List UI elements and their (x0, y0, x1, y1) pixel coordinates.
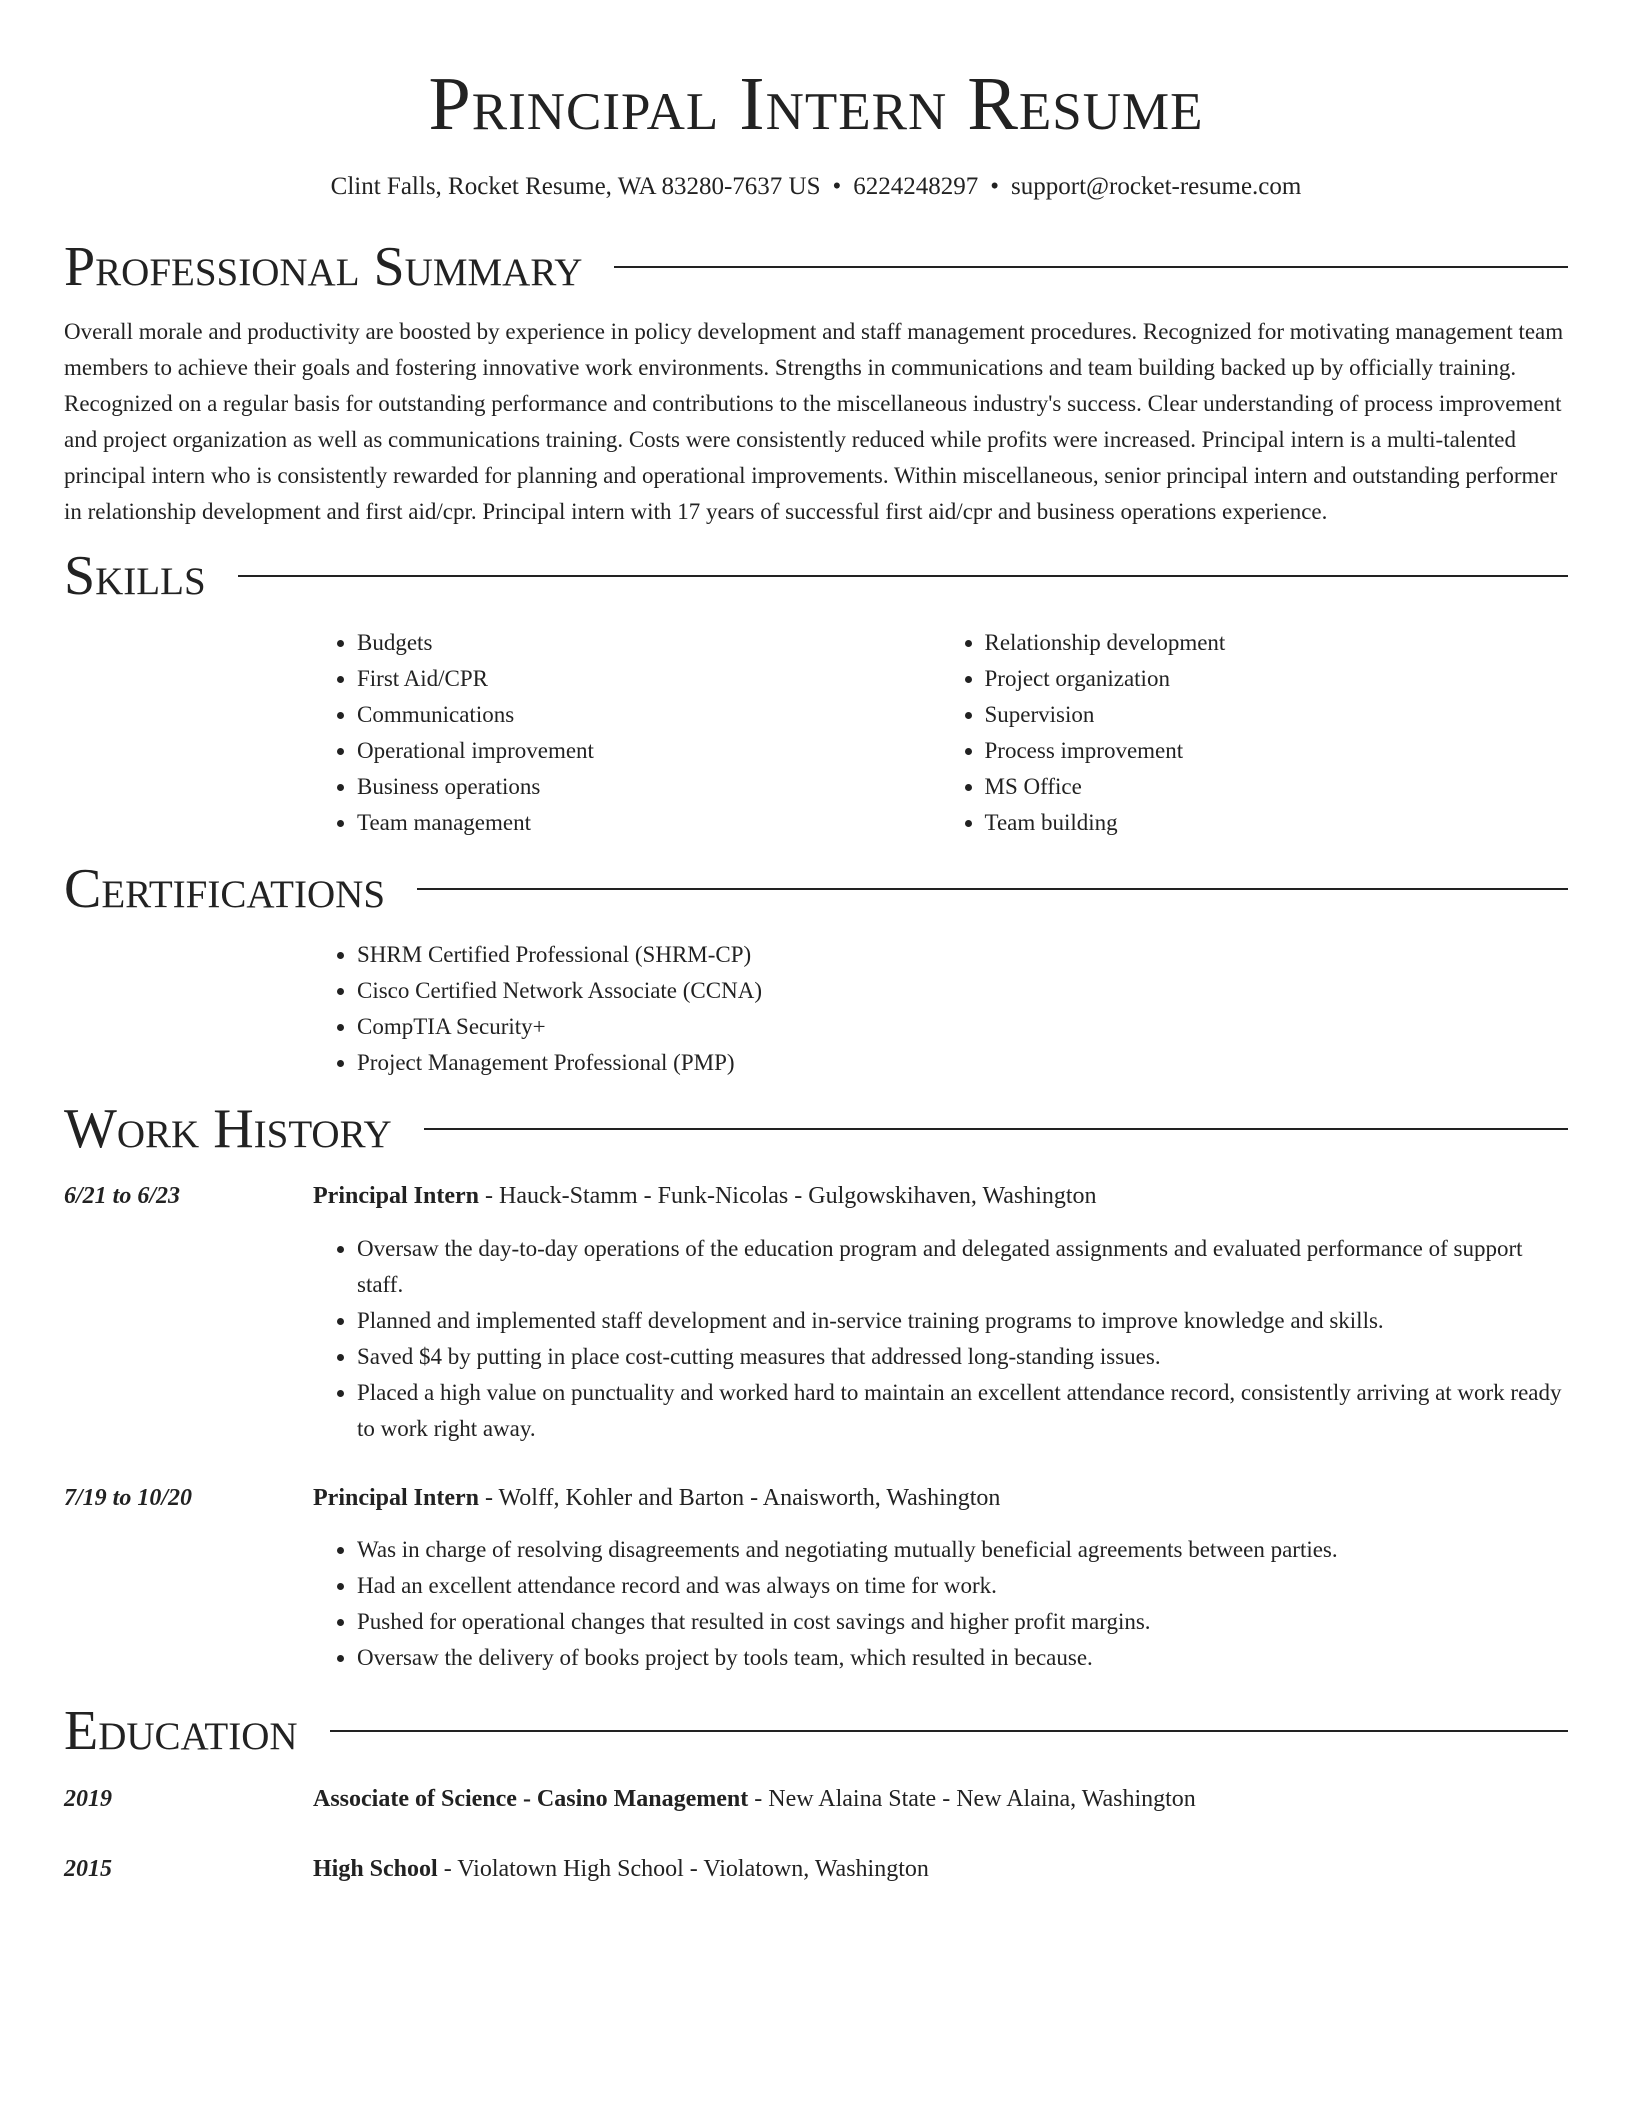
certifications-section-header (64, 857, 1568, 921)
section-heading: Work History (64, 1098, 392, 1160)
job-bullet: • Pushed for operational changes that resulted in cost savings and higher profit margins. (357, 1604, 1568, 1640)
skill-item: • Relationship development (985, 625, 1569, 661)
job-bullet: • Had an excellent attendance record and was always on time for work. (357, 1568, 1568, 1604)
skills-column-right (941, 625, 1569, 841)
education-section-header (64, 1699, 1568, 1763)
education-headline (313, 1781, 1196, 1817)
section-heading: Education (64, 1700, 298, 1762)
job-bullet: • Was in charge of resolving disagreements and negotiating mutually beneficial agreements between parties. (357, 1532, 1568, 1568)
resume-title: Principal Intern Resume (428, 62, 1204, 146)
education-headline (313, 1851, 929, 1887)
skills-list (313, 625, 1568, 841)
job-bullet: • Oversaw the day-to-day operations of the education program and delegated assignments and evaluated performance of support staff. (357, 1231, 1568, 1303)
skill-item: • Budgets (357, 625, 941, 661)
education-year: 2015 (64, 1856, 112, 1882)
skill-item: • Team management (357, 805, 941, 841)
section-divider (614, 266, 1568, 268)
contact-email[interactable]: support@rocket-resume.com (1011, 173, 1302, 200)
certification-item: • Cisco Certified Network Associate (CCNA) (357, 973, 1568, 1009)
contact-phone: 6224248297 (853, 173, 979, 200)
job-entry (64, 1178, 1568, 1214)
job-bullet: • Oversaw the delivery of books project by tools team, which resulted in because. (357, 1640, 1568, 1676)
education-degree: High School (313, 1856, 438, 1882)
job-details: - Wolff, Kohler and Barton - Anaisworth, Washington (479, 1485, 1001, 1511)
education-entry (64, 1851, 1568, 1887)
contact-address: Clint Falls, Rocket Resume, WA 83280-7637 US (330, 173, 821, 200)
contact-separator: • (832, 173, 842, 200)
job-dates: 6/21 to 6/23 (64, 1183, 181, 1209)
section-divider (238, 575, 1568, 577)
skill-item: • Communications (357, 697, 941, 733)
skill-item: • Supervision (985, 697, 1569, 733)
skill-item: • MS Office (985, 769, 1569, 805)
job-title: Principal Intern (313, 1183, 479, 1209)
job-bullet: • Planned and implemented staff development and in-service training programs to improve knowledge and skills. (357, 1303, 1568, 1339)
education-entry (64, 1781, 1568, 1817)
education-degree: Associate of Science - Casino Management (313, 1786, 749, 1812)
skill-item: • Team building (985, 805, 1569, 841)
section-heading: Professional Summary (64, 236, 583, 298)
certification-item: • CompTIA Security+ (357, 1009, 1568, 1045)
job-bullets (313, 1532, 1568, 1676)
skill-item: • Project organization (985, 661, 1569, 697)
education-year: 2019 (64, 1786, 112, 1812)
section-divider (330, 1730, 1568, 1732)
skill-item: • Process improvement (985, 733, 1569, 769)
summary-section-header (64, 235, 1568, 299)
section-divider (424, 1128, 1568, 1130)
job-details: - Hauck-Stamm - Funk-Nicolas - Gulgowskihaven, Washington (479, 1183, 1097, 1209)
job-entry (64, 1480, 1568, 1516)
summary-text: Overall morale and productivity are boosted by experience in policy development and staff management procedures. Recognized for motivating management team members to achieve their goals and fostering innovative work environments. Strengths in communications and team building backed up by officially training. Recognized on a regular basis for outstanding performance and contributions to the miscellaneous industry's success. Clear understanding of process improvement and project organization as well as communications training. Costs were consistently reduced while profits were increased. Principal intern is a multi-talented principal intern who is consistently rewarded for planning and operational improvements. Within miscellaneous, senior principal intern and outstanding performer in relationship development and first aid/cpr. Principal intern with 17 years of successful first aid/cpr and business operations experience. (64, 319, 1564, 524)
education-details: - New Alaina State - New Alaina, Washington (748, 1786, 1196, 1812)
skill-item: • Business operations (357, 769, 941, 805)
job-dates: 7/19 to 10/20 (64, 1485, 193, 1511)
contact-line (64, 172, 1568, 202)
job-headline (313, 1178, 1097, 1214)
work-section-header (64, 1097, 1568, 1161)
section-divider (417, 888, 1568, 890)
job-headline (313, 1480, 1000, 1516)
skills-section-header (64, 544, 1568, 608)
skill-item: • First Aid/CPR (357, 661, 941, 697)
skill-item: • Operational improvement (357, 733, 941, 769)
certification-item: • Project Management Professional (PMP) (357, 1045, 1568, 1081)
job-bullet: • Saved $4 by putting in place cost-cutting measures that addressed long-standing issues. (357, 1339, 1568, 1375)
section-heading: Skills (64, 545, 206, 607)
contact-separator: • (990, 173, 1000, 200)
job-title: Principal Intern (313, 1485, 479, 1511)
skills-column-left (313, 625, 941, 841)
job-bullet: • Placed a high value on punctuality and worked hard to maintain an excellent attendance record, consistently arriving at work ready to work right away. (357, 1375, 1568, 1447)
job-bullets (313, 1231, 1568, 1447)
certifications-list (313, 937, 1568, 1081)
section-heading: Certifications (64, 858, 386, 920)
education-details: - Violatown High School - Violatown, Washington (437, 1856, 929, 1882)
certification-item: • SHRM Certified Professional (SHRM-CP) (357, 937, 1568, 973)
